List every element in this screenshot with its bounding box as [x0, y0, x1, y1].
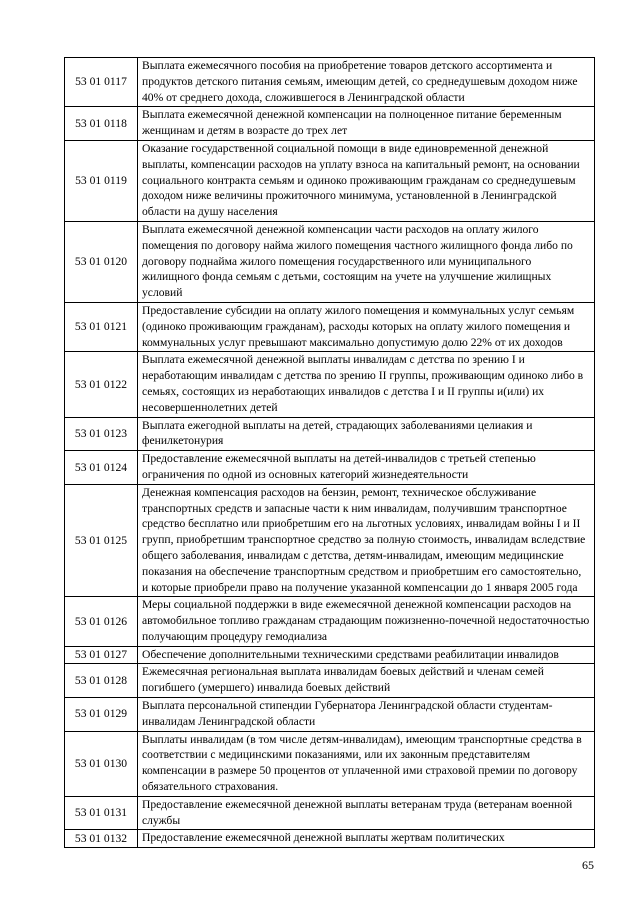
row-description: Предоставление субсидии на оплату жилого помещения и коммунальных услуг семьям (одиноко проживающим гражданам), расходы которых на оплату жилого помещения и коммунальных услуг превышают максимально допустимую долю 22% от их доходов — [138, 302, 595, 351]
row-description: Оказание государственной социальной помощи в виде единовременной денежной выплаты, компенсации расходов на уплату взноса на капитальный ремонт, на основании социального контракта семьям и одиноко проживающим гражданам со среднедушевым доходом ниже величины прожиточного минимума, установленной в Ленинградской области на душу населения — [138, 140, 595, 221]
row-description: Выплаты инвалидам (в том числе детям-инвалидам), имеющим транспортные средства в соответствии с медицинскими показаниями, или их законным представителям компенсации в размере 50 процентов от уплаченной ими страховой премии по договору обязательного страхования. — [138, 731, 595, 796]
row-description: Предоставление ежемесячной денежной выплаты ветеранам труда (ветеранам военной службы — [138, 796, 595, 830]
row-code: 53 01 0128 — [65, 664, 138, 698]
row-code: 53 01 0119 — [65, 140, 138, 221]
table-row — [65, 352, 595, 417]
table-row — [65, 107, 595, 141]
row-description: Меры социальной поддержки в виде ежемесячной денежной компенсации расходов на автомобильное топливо гражданам страдающим пожизненно-почечной недостаточностью получающим процедуру гемодиализа — [138, 597, 595, 646]
row-description: Выплата ежегодной выплаты на детей, страдающих заболеваниями целиакия и фенилкетонурия — [138, 417, 595, 451]
table-row — [65, 140, 595, 221]
row-description: Денежная компенсация расходов на бензин, ремонт, техническое обслуживание транспортных средств и запасные части к ним инвалидам, получившим транспортное средство бесплатно или приобретшим его на льготных условиях, инвалидам войны I и II групп, приобретшим транспортное средство за полную стоимость, инвалидам вследствие общего заболевания, инвалидам с детства, детям-инвалидам, имеющим медицинские показания на обеспечение транспортным средством и приобретшим его самостоятельно, и которые приобрели право на получение указанной компенсации до 1 января 2005 года — [138, 484, 595, 597]
table-row — [65, 698, 595, 732]
row-code: 53 01 0132 — [65, 830, 138, 848]
table-row — [65, 646, 595, 664]
row-code: 53 01 0120 — [65, 221, 138, 302]
row-code: 53 01 0117 — [65, 58, 138, 107]
row-description: Выплата персональной стипендии Губернатора Ленинградской области студентам-инвалидам Ленинградской области — [138, 698, 595, 732]
row-description: Выплата ежемесячного пособия на приобретение товаров детского ассортимента и продуктов детского питания семьям, имеющим детей, со среднедушевым доходом ниже 40% от среднего дохода, сложившегося в Ленинградской области — [138, 58, 595, 107]
row-description: Предоставление ежемесячной денежной выплаты жертвам политических — [138, 830, 595, 848]
table-row — [65, 796, 595, 830]
row-code: 53 01 0122 — [65, 352, 138, 417]
row-code: 53 01 0131 — [65, 796, 138, 830]
row-code: 53 01 0123 — [65, 417, 138, 451]
row-code: 53 01 0118 — [65, 107, 138, 141]
page-number: 65 — [582, 858, 594, 872]
table-row — [65, 221, 595, 302]
table-row — [65, 417, 595, 451]
row-description: Выплата ежемесячной денежной выплаты инвалидам с детства по зрению I и неработающим инвалидам с детства по зрению II группы, проживающим одиноко либо в семьях, состоящих из неработающих инвалидов с детства I и II группы и(или) их несовершеннолетних детей — [138, 352, 595, 417]
table-row — [65, 58, 595, 107]
table-row — [65, 597, 595, 646]
table-row — [65, 484, 595, 597]
row-code: 53 01 0121 — [65, 302, 138, 351]
row-description: Предоставление ежемесячной выплаты на детей-инвалидов с третьей степенью ограничения по одной из основных категорий жизнедеятельности — [138, 451, 595, 485]
row-code: 53 01 0127 — [65, 646, 138, 664]
row-code: 53 01 0129 — [65, 698, 138, 732]
table-row — [65, 830, 595, 848]
row-code: 53 01 0130 — [65, 731, 138, 796]
row-code: 53 01 0126 — [65, 597, 138, 646]
table-row — [65, 731, 595, 796]
row-description: Выплата ежемесячной денежной компенсации части расходов на оплату жилого помещения по договору найма жилого помещения частного жилищного фонда либо по договору поднайма жилого помещения государственного или муниципального жилищного фонда семьям с детьми, состоящим на учете на улучшение жилищных условий — [138, 221, 595, 302]
row-description: Ежемесячная региональная выплата инвалидам боевых действий и членам семей погибшего (умершего) инвалида боевых действий — [138, 664, 595, 698]
table-row — [65, 664, 595, 698]
table-row — [65, 451, 595, 485]
row-description: Обеспечение дополнительными техническими средствами реабилитации инвалидов — [138, 646, 595, 664]
budget-codes-table — [64, 57, 595, 848]
row-code: 53 01 0125 — [65, 484, 138, 597]
row-description: Выплата ежемесячной денежной компенсации на полноценное питание беременным женщинам и детям в возрасте до трех лет — [138, 107, 595, 141]
table-row — [65, 302, 595, 351]
row-code: 53 01 0124 — [65, 451, 138, 485]
